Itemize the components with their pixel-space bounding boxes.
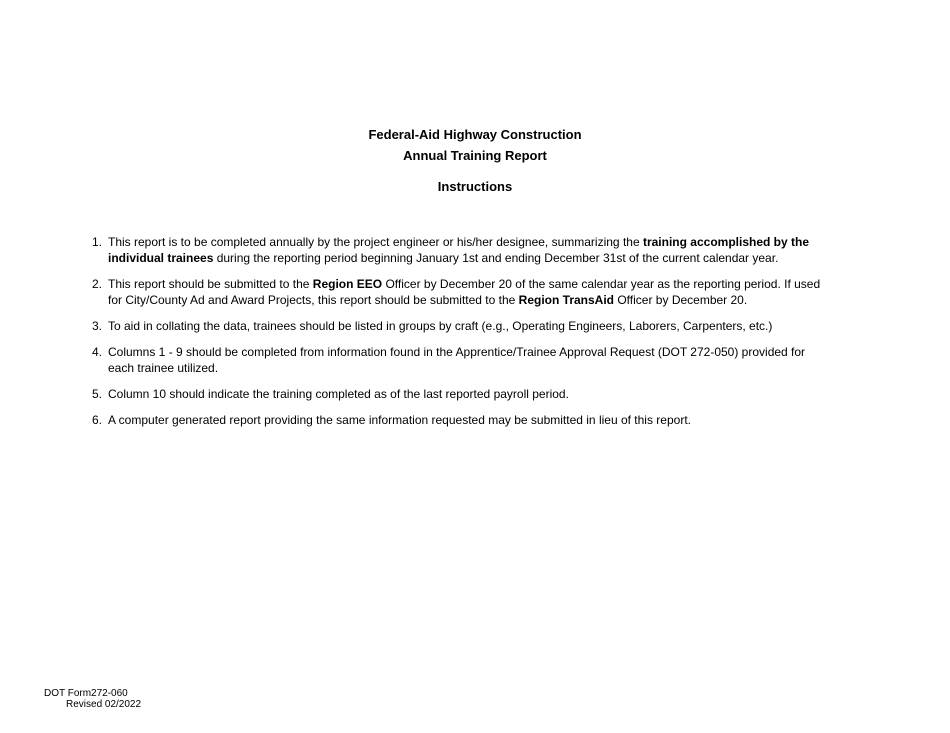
item-bold-text: Region EEO [312,277,383,291]
item-bold-text: Region TransAid [518,293,615,307]
instructions-list [88,234,828,438]
item-number: 2. [92,277,103,291]
item-text: Column 10 should indicate the training completed as of the last reported payroll period. [108,387,569,401]
item-text: A computer generated report providing the same information requested may be submitted in lieu of this report. [108,413,691,427]
item-text: This report is to be completed annually by the project engineer or his/her designee, summarizing the [108,235,643,249]
item-text: during the reporting period beginning January 1st and ending December 31st of the current calendar year. [213,251,779,265]
title-line-1: Federal-Aid Highway Construction [368,127,582,142]
revision-date: Revised 02/2022 [66,699,142,710]
instruction-item-4 [88,344,828,376]
title-line-2: Annual Training Report [403,148,547,163]
item-text: Officer by December 20 of the same calendar year as the reporting period. If used for City/County Ad and Award Projects, this report should be submitted to the [108,277,821,307]
item-number: 6. [92,413,103,427]
instructions-heading: Instructions [437,179,513,194]
item-text: Columns 1 - 9 should be completed from information found in the Apprentice/Trainee Approval Request (DOT 272-050) provided for each trainee utilized. [108,345,806,375]
instruction-item-2 [88,276,828,308]
item-bold-text: training accomplished by the individual trainees [108,235,809,265]
instruction-item-6 [88,412,828,428]
instruction-item-5 [88,386,828,402]
item-number: 4. [92,345,103,359]
form-footer [44,688,141,710]
item-number: 3. [92,319,103,333]
instruction-item-1 [88,234,828,266]
item-number: 5. [92,387,103,401]
form-number: DOT Form272-060 [44,688,128,699]
item-text: To aid in collating the data, trainees should be listed in groups by craft (e.g., Operating Engineers, Laborers, Carpenters, etc.) [108,319,773,333]
item-number: 1. [92,235,103,249]
document-header [0,124,950,197]
item-text: This report should be submitted to the [108,277,313,291]
item-text: Officer by December 20. [614,293,748,307]
instruction-item-3 [88,318,828,334]
